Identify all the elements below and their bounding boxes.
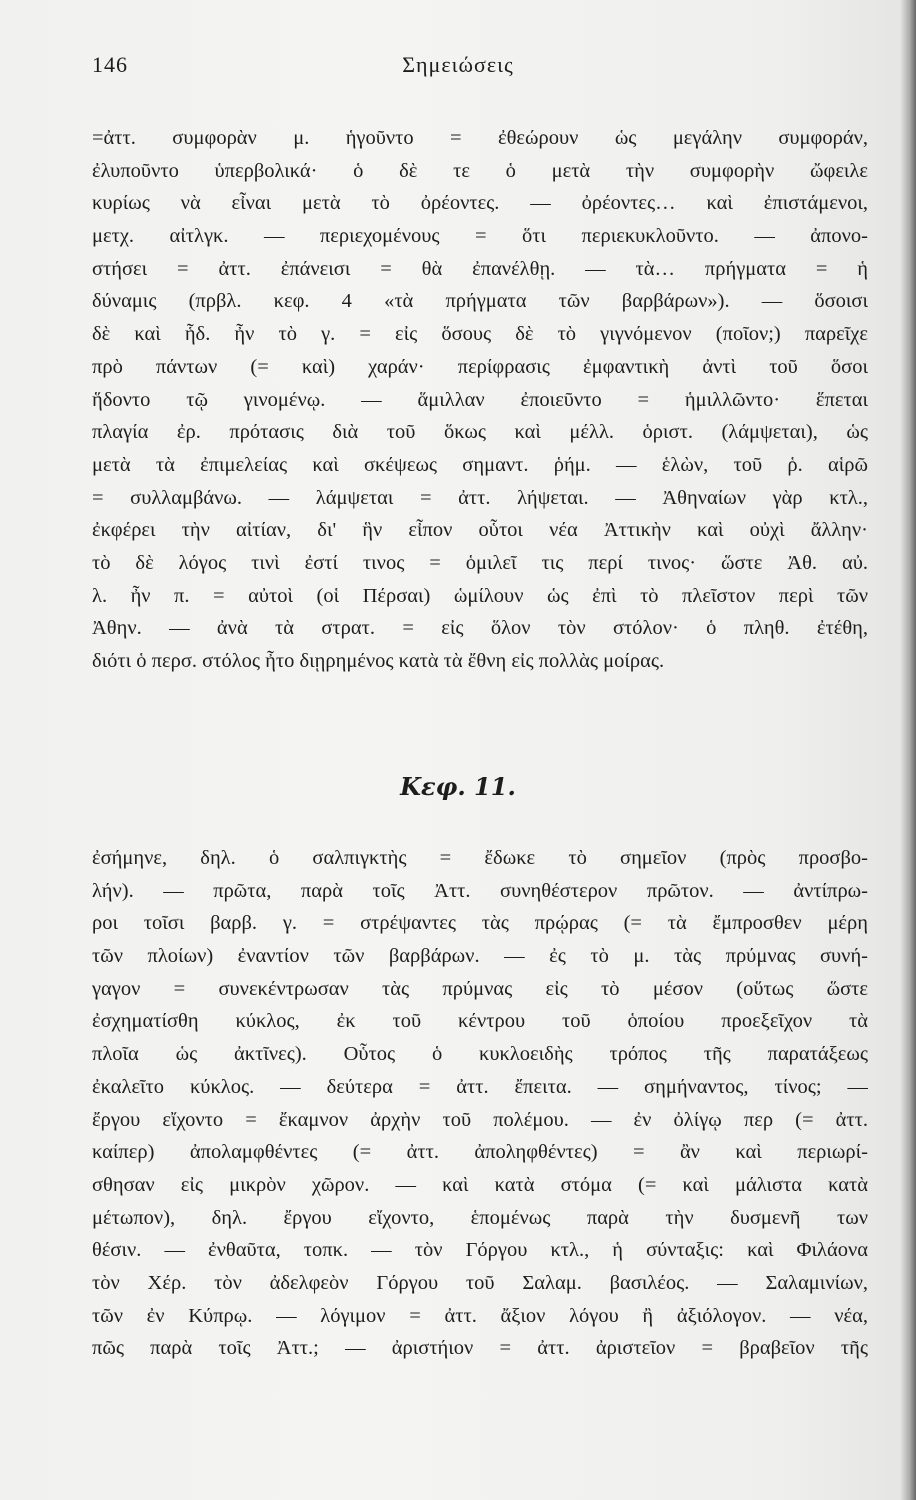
notes-section-1 [92, 122, 868, 678]
text-line: πλαγία ἐρ. πρότασις διὰ τοῦ ὅκως καὶ μέλλ. ὁριστ. (λάμψεται), ὡς [92, 421, 868, 444]
text-line: ἐκαλεῖτο κύκλος. — δεύτερα = ἀττ. ἔπειτα. — σημήναντος, τίνος; — [92, 1075, 868, 1098]
text-line: μετὰ τὰ ἐπιμελείας καὶ σκέψεως σημαντ. ῥήμ. — ἑλὼν, τοῦ ῥ. αἱρῶ [92, 453, 868, 476]
text-line: καίπερ) ἀπολαμφθέντες (= ἀττ. ἀποληφθέντες) = ἂν καὶ περιωρί- [92, 1141, 868, 1164]
text-line: ἐκφέρει τὴν αἰτίαν, δι' ἣν εἶπον οὗτοι νέα Ἀττικὴν καὶ οὐχὶ ἄλλην· [92, 519, 868, 542]
text-line: σθησαν εἰς μικρὸν χῶρον. — καὶ κατὰ στόμα (= καὶ μάλιστα κατὰ [92, 1173, 868, 1196]
text-line: θέσιν. — ἐνθαῦτα, τοπκ. — τὸν Γόργου κτλ., ἡ σύνταξις: καὶ Φιλάονα [92, 1239, 868, 1262]
text-line: ἐσήμηνε, δηλ. ὁ σαλπιγκτὴς = ἔδωκε τὸ σημεῖον (πρὸς προσβο- [92, 847, 868, 869]
text-line: ἐσχηματίσθη κύκλος, ἐκ τοῦ κέντρου τοῦ ὁποίου προεξεῖχον τὰ [92, 1010, 868, 1033]
text-line: στήσει = ἀττ. ἐπάνεισι = θὰ ἐπανέλθῃ. — τὰ… πρήγματα = ἡ [92, 257, 868, 280]
text-line: τῶν πλοίων) ἐναντίον τῶν βαρβάρων. — ἐς τὸ μ. τὰς πρύμνας συνή- [92, 945, 868, 968]
text-line: δὲ καὶ ἧδ. ἦν τὸ γ. = εἰς ὅσους δὲ τὸ γιγνόμενον (ποῖον;) παρεῖχε [92, 323, 868, 346]
text-line: τὸ δὲ λόγος τινὶ ἐστί τινος = ὁμιλεῖ τις περί τινος· ὥστε Ἀθ. αὐ. [92, 551, 868, 574]
text-line: διότι ὁ περσ. στόλος ἦτο διῃρημένος κατὰ τὰ ἔθνη εἰς πολλὰς μοίρας. [92, 650, 665, 672]
text-line: λ. ἦν π. = αὐτοὶ (οἱ Πέρσαι) ὡμίλουν ὡς ἐπὶ τὸ πλεῖστον περὶ τῶν [92, 584, 868, 607]
running-title: Σημειώσεις [402, 52, 514, 77]
text-line: = συλλαμβάνω. — λάμψεται = ἀττ. λήψεται. — Ἀθηναίων γὰρ κτλ., [92, 486, 868, 509]
chapter-heading: Κεφ. 11. [400, 772, 516, 801]
text-line: δύναμις (πρβλ. κεφ. 4 «τὰ πρήγματα τῶν βαρβάρων»). — ὅσοισι [92, 290, 868, 313]
text-line: μέτωπον), δηλ. ἔργου εἴχοντο, ἑπομένως παρὰ τὴν δυσμενῆ των [92, 1206, 868, 1229]
text-line: πρὸ πάντων (= καὶ) χαράν· περίφρασις ἐμφαντικὴ ἀντὶ τοῦ ὅσοι [92, 355, 868, 378]
text-line: ἥδοντο τῷ γινομένῳ. — ἅμιλλαν ἐποιεῦντο = ἡμιλλῶντο· ἕπεται [92, 388, 868, 411]
notes-section-2 [92, 842, 868, 1365]
text-line: Ἀθην. — ἀνὰ τὰ στρατ. = εἰς ὅλον τὸν στόλον· ὁ πληθ. ἐτέθη, [92, 617, 868, 640]
page-edge-shadow [900, 0, 916, 1500]
text-line: λήν). — πρῶτα, παρὰ τοῖς Ἀττ. συνηθέστερον πρῶτον. — ἀντίπρω- [92, 879, 868, 902]
text-line: ἐλυποῦντο ὑπερβολικά· ὁ δὲ τε ὁ μετὰ τὴν συμφορὴν ὤφειλε [92, 159, 868, 182]
text-line: πῶς παρὰ τοῖς Ἀττ.; — ἀριστήιον = ἀττ. ἀριστεῖον = βραβεῖον τῆς [92, 1337, 868, 1360]
text-line: κυρίως νὰ εἶναι μετὰ τὸ ὀρέοντες. — ὀρέοντες… καὶ ἐπιστάμενοι, [92, 192, 868, 215]
text-line: γαγον = συνεκέντρωσαν τὰς πρύμνας εἰς τὸ μέσον (οὕτως ὥστε [92, 977, 868, 1000]
text-line: ροι τοῖσι βαρβ. γ. = στρέψαντες τὰς πρῴρας (= τὰ ἔμπροσθεν μέρη [92, 912, 868, 935]
text-line: τὸν Χέρ. τὸν ἀδελφεὸν Γόργου τοῦ Σαλαμ. βασιλέος. — Σαλαμινίων, [92, 1271, 868, 1294]
text-line: =ἀττ. συμφορὰν μ. ἡγοῦντο = ἐθεώρουν ὡς μεγάλην συμφοράν, [92, 127, 868, 149]
text-line: ἔργου εἴχοντο = ἔκαμνον ἀρχὴν τοῦ πολέμου. — ἐν ὀλίγῳ περ (= ἀττ. [92, 1108, 868, 1131]
text-line: πλοῖα ὡς ἀκτῖνες). Οὗτος ὁ κυκλοειδὴς τρόπος τῆς παρατάξεως [92, 1043, 868, 1066]
text-line: τῶν ἐν Κύπρῳ. — λόγιμον = ἀττ. ἄξιον λόγου ἢ ἀξιόλογον. — νέα, [92, 1304, 868, 1327]
page-number: 146 [92, 52, 128, 77]
text-line: μετχ. αἰτλγκ. — περιεχομένους = ὅτι περιεκυκλοῦντο. — ἀπονο- [92, 225, 868, 248]
